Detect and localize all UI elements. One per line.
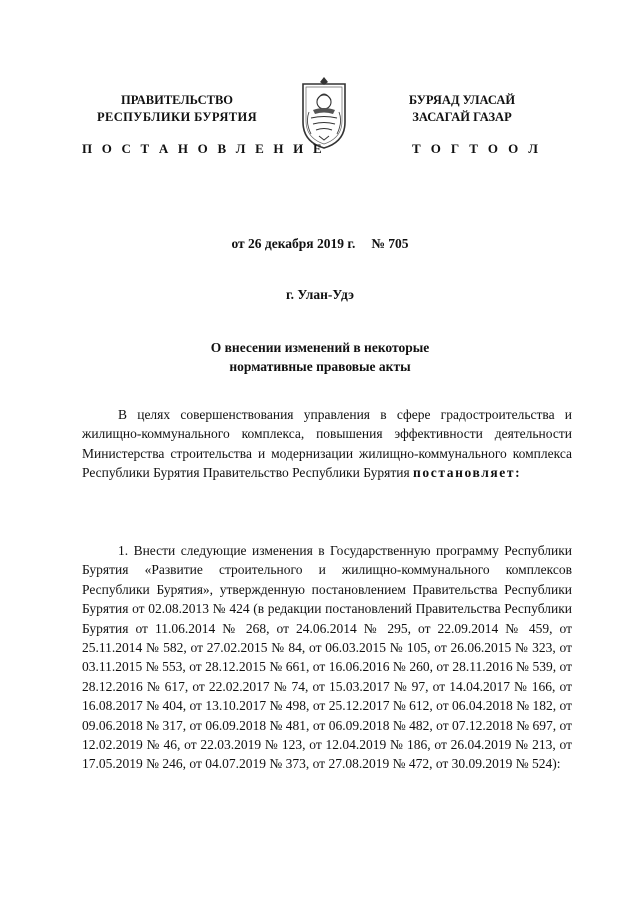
clause-1-text: 1. Внести следующие изменения в Государственную программу Республики Бурятия «Развитие строительного и жилищно-коммунального комплексов Республики Бурятия», утвержденную постановлением Правительства Республики Бурятия от 02.08.2013 № 424 (в редакции постановлений Правительства Республики Бурятия от 11.06.2014 № 268, от 24.06.2014 № 295, от 22.09.2014 № 459, от 25.11.2014 № 582, от 27.02.2015 № 84, от 06.03.2015 № 105, от 26.06.2015 № 323, от 03.11.2015 № 553, от 28.12.2015 № 661, от 16.06.2016 № 260, от 28.11.2016 № 539, от 28.12.2016 № 617, от 22.02.2017 № 74, от 15.03.2017 № 97, от 14.04.2017 № 166, от 16.08.2017 № 404, от 13.10.2017 № 498, от 25.12.2017 № 612, от 06.04.2018 № 182, от 09.06.2018 № 317, от 06.09.2018 № 481, от 06.09.2018 № 482, от 07.12.2018 № 697, от 12.02.2019 № 46, от 22.03.2019 № 123, от 12.04.2019 № 186, от 26.04.2019 № 213, от 17.05.2019 № 246, от 04.07.2019 № 373, от 27.08.2019 № 472, от 30.09.2019 № 524): (82, 543, 572, 772)
issuer-line-1-buryat: БУРЯАД УЛАСАЙ (408, 93, 516, 107)
issuer-header-russian (82, 92, 272, 126)
title-line-1: О внесении изменений в некоторые (210, 340, 430, 355)
document-date: от 26 декабря 2019 г. (231, 236, 356, 251)
document-type-buryat: Т О Г Т О О Л (412, 141, 542, 156)
preamble-emphasis: постановляет: (413, 465, 522, 481)
document-date-line (0, 236, 640, 252)
issuer-line-2-buryat: ЗАСАГАЙ ГАЗАР (412, 110, 512, 124)
clause-1-paragraph (82, 541, 572, 774)
coat-of-arms-icon (299, 76, 349, 150)
preamble-paragraph (82, 405, 572, 483)
document-title (0, 338, 640, 376)
issuer-line-1: ПРАВИТЕЛЬСТВО (120, 93, 234, 107)
document-city: г. Улан-Удэ (286, 287, 354, 302)
issuer-header-buryat (382, 92, 542, 126)
title-line-2: нормативные правовые акты (229, 359, 411, 374)
preamble-text: В целях совершенствования управления в сфере градостроительства и жилищно-коммунального комплекса, повышения эффективности деятельности Министерства строительства и модернизации жилищно-коммунального комплекса Республики Бурятия Правительство Республики Бурятия (82, 407, 572, 481)
issuer-line-2: РЕСПУБЛИКИ БУРЯТИЯ (96, 110, 258, 124)
document-number: № 705 (371, 236, 409, 251)
document-type-russian: П О С Т А Н О В Л Е Н И Е (82, 141, 325, 156)
